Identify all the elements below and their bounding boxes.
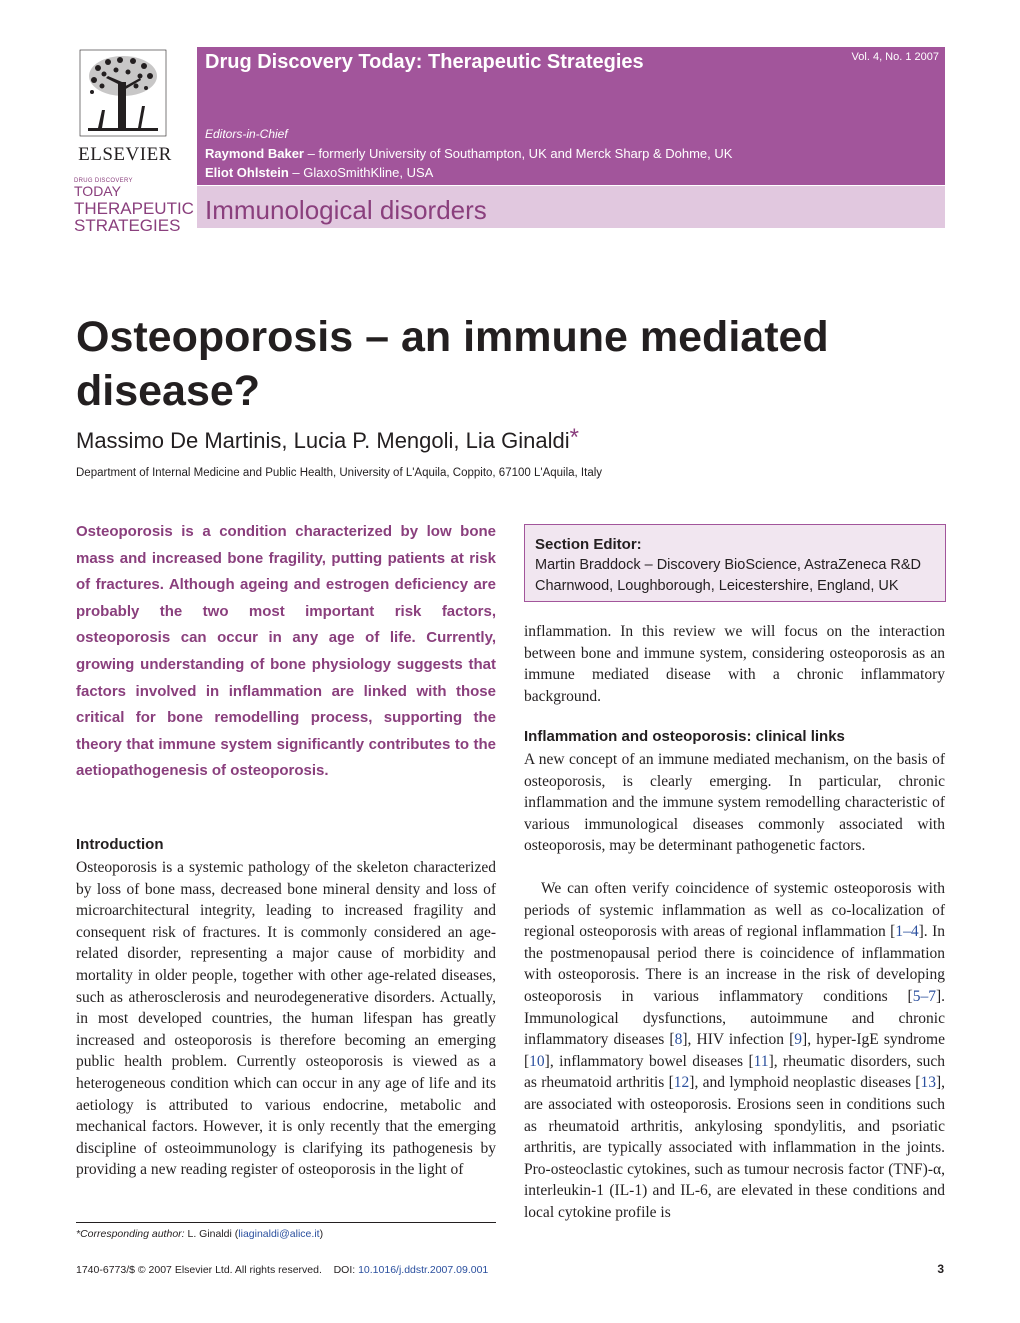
citation-link[interactable]: 13 — [920, 1074, 936, 1092]
publisher-logo-area — [70, 48, 194, 235]
citation-link[interactable]: 11 — [753, 1052, 769, 1070]
issn-copyright: 1740-6773/$ © 2007 Elsevier Ltd. All rights reserved. — [76, 1264, 322, 1276]
editor-2: Eliot Ohlstein – GlaxoSmithKline, USA — [205, 165, 434, 180]
page-number: 3 — [937, 1262, 944, 1276]
citation-link[interactable]: 5–7 — [912, 987, 936, 1005]
section-band — [197, 186, 945, 228]
intro-paragraph: Osteoporosis is a systemic pathology of the skeleton characterized by loss of bone mass, decreased bone mineral density and loss of microarchitectural integrity, leading to increased fragility and consequent risk of fractures. It is commonly considered an age-related disorder, representing a major cause of morbidity and mortality in older people, together with other age-related diseases, such as atherosclerosis and neurodegenerative disorders. Actually, in most developed countries, the human lifespan has greatly increased and osteoporosis is therefore becoming an emerging public health problem. Currently osteoporosis is viewed as a heterogeneous condition which can occur in any age of life and its aetiology is attributed to various endocrine, metabolic and mechanical factors. However, it is only recently that the emerging discipline of osteoimmunology is clarifying its pathogenesis by providing a new reading register of osteoporosis in the light of — [76, 859, 496, 1179]
elsevier-tree-icon — [78, 48, 168, 140]
journal-logo — [74, 178, 194, 235]
corresponding-author-footnote: *Corresponding author: L. Ginaldi (liaginaldi@alice.it) — [76, 1228, 324, 1240]
section-editor-box — [524, 524, 946, 602]
editor-1: Raymond Baker – formerly University of Southampton, UK and Merck Sharp & Dohme, UK — [205, 146, 733, 161]
article-authors: Massimo De Martinis, Lucia P. Mengoli, Lia Ginaldi* — [76, 424, 579, 453]
journal-logo-line2: TODAY — [74, 183, 121, 199]
body-paragraph-3: We can often verify coincidence of systemic osteoporosis with periods of systemic inflammation as well as co-localization of regional osteoporosis with areas of regional inflammation [1–4]. In the postmenopausal period there is coincidence of inflammation with osteoporosis. There is an increase in the risk of developing osteoporosis in various inflammatory conditions [5–7]. Immunological dysfunctions, autoimmune and chronic inflammatory diseases [8], HIV infection [9], hyper-IgE syndrome [10], inflammatory bowel diseases [11], rheumatic disorders, such as rheumatoid arthritis [12], and lymphoid neoplastic diseases [13], are associated with osteoporosis. Erosions seen in conditions such as rheumatoid arthritis, ankylosing spondylitis, and psoriatic arthritis, are typically associated with inflammation in the joints. Pro-osteoclastic cytokines, such as tumour necrosis factor (TNF)-α, interleukin-1 (IL-1) and IL-6, are elevated in these conditions and local cytokine profile is — [524, 880, 945, 1221]
citation-link[interactable]: 1–4 — [895, 923, 919, 941]
editors-label: Editors-in-Chief — [205, 127, 288, 141]
inflammation-heading: Inflammation and osteoporosis: clinical links — [524, 728, 845, 745]
elsevier-wordmark: ELSEVIER — [78, 144, 172, 165]
body-paragraph-continued: inflammation. In this review we will focus on the interaction between bone and immune system, considering osteoporosis as an immune mediated disease with a chronic inflammatory background. — [524, 623, 945, 705]
journal-logo-line3: THERAPEUTIC — [74, 199, 194, 218]
volume-info: Vol. 4, No. 1 2007 — [851, 51, 939, 63]
doi-link[interactable]: 10.1016/j.ddstr.2007.09.001 — [358, 1264, 489, 1276]
corresponding-author-mark[interactable]: * — [569, 424, 579, 451]
citation-link[interactable]: 10 — [529, 1052, 545, 1070]
citation-link[interactable]: 8 — [674, 1031, 683, 1049]
page-footer: 1740-6773/$ © 2007 Elsevier Ltd. All rights reserved. DOI: 10.1016/j.ddstr.2007.09.001 — [76, 1264, 489, 1276]
section-editor-line1: Martin Braddock – Discovery BioScience, AstraZeneca R&D — [535, 557, 922, 573]
journal-logo-line4: STRATEGIES — [74, 216, 181, 235]
citation-link[interactable]: 12 — [673, 1074, 690, 1092]
journal-logo-line1: DRUG DISCOVERY — [74, 178, 133, 184]
abstract: Osteoporosis is a condition characterized by low bone mass and increased bone fragility, putting patients at risk of fractures. Although ageing and estrogen deficiency are probably the two most important risk factors, osteoporosis can occur in any age of life. Currently, growing understanding of bone physiology suggests that factors involved in inflammation are linked with those critical for bone remodelling process, supporting the theory that immune system significantly contributes to the aetiopathogenesis of osteoporosis. — [76, 523, 496, 780]
author-email-link[interactable]: liaginaldi@alice.it — [238, 1228, 320, 1240]
section-editor-label: Section Editor: — [535, 536, 642, 553]
journal-header-band — [197, 47, 945, 185]
section-name: Immunological disorders — [205, 195, 487, 225]
footnote-divider — [76, 1222, 496, 1223]
editors-in-chief — [205, 125, 732, 182]
intro-heading: Introduction — [76, 836, 164, 853]
section-editor-line2: Charnwood, Loughborough, Leicestershire, England, UK — [535, 578, 899, 594]
article-title: Osteoporosis – an immune mediated disease? — [76, 313, 829, 415]
author-affiliation: Department of Internal Medicine and Public Health, University of L'Aquila, Coppito, 67100 L'Aquila, Italy — [76, 467, 603, 479]
body-paragraph-2: A new concept of an immune mediated mechanism, on the basis of osteoporosis, is clearly emerging. In particular, chronic inflammation and the immune system remodelling characteristic of various immunological diseases commonly associated with osteoporosis, may be determinant pathogenetic factors. — [524, 751, 945, 855]
citation-link[interactable]: 9 — [794, 1031, 803, 1049]
journal-title: Drug Discovery Today: Therapeutic Strategies — [205, 51, 644, 73]
